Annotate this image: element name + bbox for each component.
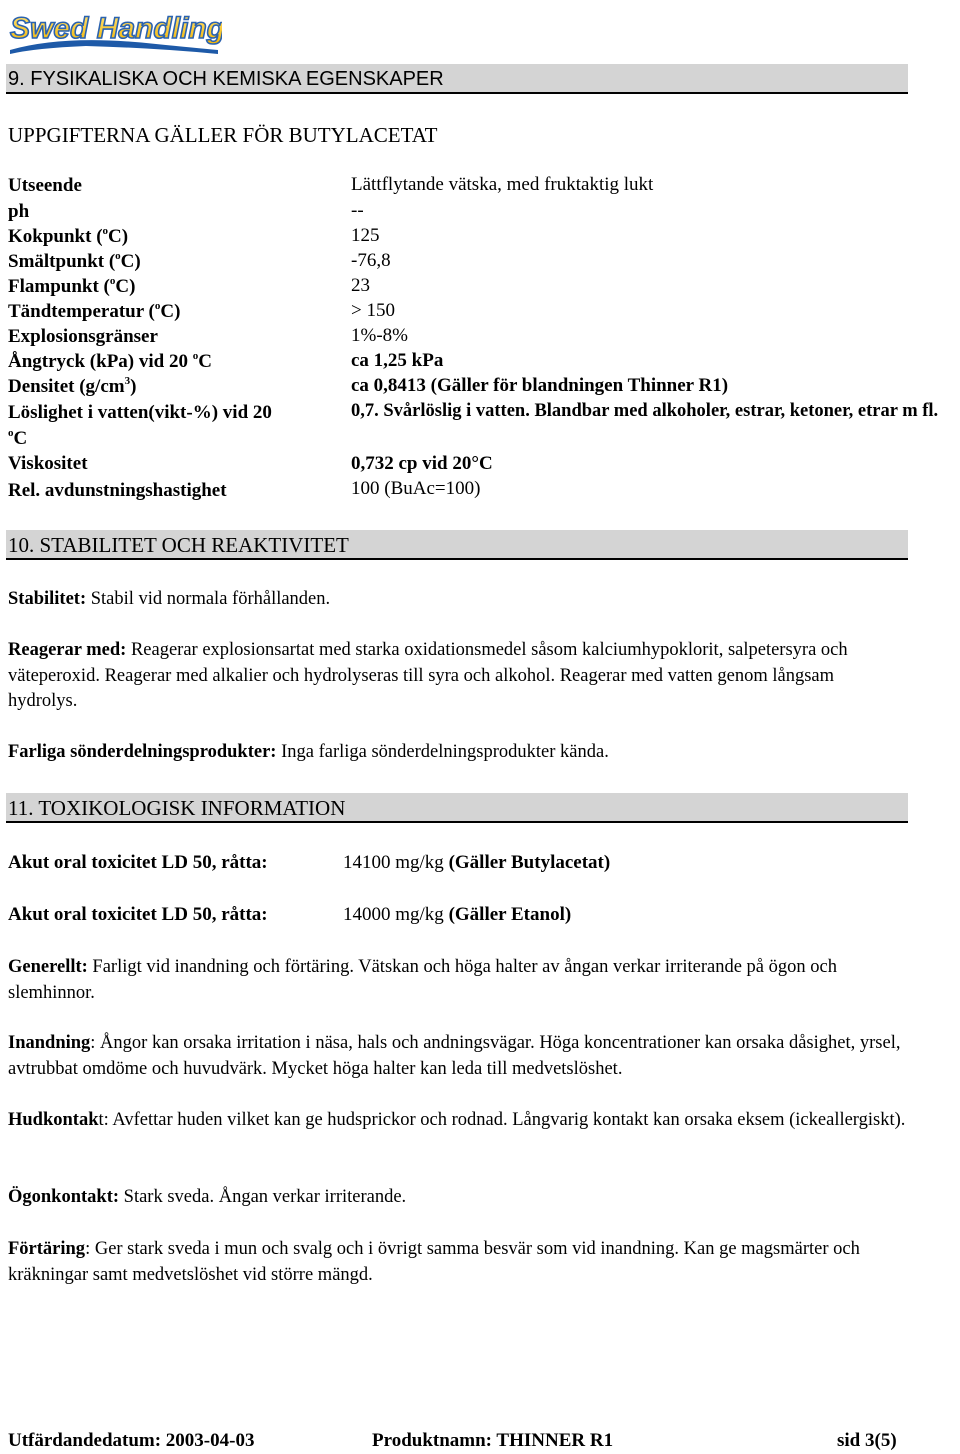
reacts-paragraph [8,638,908,715]
decomp-text: Inga farliga sönderdelningsprodukter kända. [281,742,609,762]
general-paragraph [8,955,908,1006]
decomp-paragraph [8,740,908,766]
tox-row-2-value: 14000 mg/kg (Gäller Etanol) [343,904,572,925]
section-10-title: 10. STABILITET OCH REAKTIVITET [8,533,349,557]
reacts-text: Reagerar explosionsartat med starka oxidationsmedel såsom kalciumhypoklorit, salpetersyra och väteperoxid. Reagerar med alkalier och hydrolyseras till syra och alkohol. Reagerar med vatten genom långsam hydrolys. [8,640,848,711]
company-logo [6,4,222,56]
svg-text:Swed Handling: Swed Handling [10,12,222,45]
prop-label-smaltpunkt: Smältpunkt ($^o$C) [8,250,141,272]
tox-row-1-value: 14100 mg/kg (Gäller Butylacetat) [343,852,611,873]
prop-label-ph: ph [8,201,30,222]
inhalation-paragraph [8,1031,908,1082]
skin-text: t: Avfettar huden vilket kan ge hudsprickor och rodnad. Långvarig kontakt kan orsaka eksem (ickeallergiskt). [98,1110,906,1130]
ingestion-text: : Ger stark sveda i mun och svalg och i övrigt samma besvär som vid inandning. Kan ge magsmärter och kräkningar samt medvetslöshet vid större mängd. [8,1239,860,1285]
prop-value-angtryck: ca 1,25 kPa [351,350,444,371]
prop-label-viskositet: Viskositet [8,453,88,474]
prop-label-loslighet: Löslighet i vatten(vikt-%) vid 20 [8,402,272,423]
section-11-title: 11. TOXIKOLOGISK INFORMATION [8,796,346,820]
prop-label-loslighet-unit: $^o$C [8,427,28,449]
footer-date: Utfärdandedatum: 2003-04-03 [8,1430,255,1451]
prop-value-smaltpunkt: -76,8 [351,250,391,271]
prop-value-flampunkt: 23 [351,275,370,296]
prop-label-explosionsgranser: Explosionsgränser [8,326,158,347]
prop-value-loslighet: 0,7. Svårlöslig i vatten. Blandbar med alkoholer, estrar, ketoner, etrar m fl. [351,401,939,421]
general-label: Generellt: [8,957,88,977]
stability-text: Stabil vid normala förhållanden. [90,589,331,609]
eye-paragraph [8,1185,908,1211]
tox-row-2-label: Akut oral toxicitet LD 50, råtta: [8,904,268,925]
prop-label-angtryck: Ångtryck (kPa) vid 20 $^o$C [8,350,212,372]
footer-product: Produktnamn: THINNER R1 [372,1430,614,1451]
skin-paragraph [8,1108,908,1134]
prop-value-tandtemperatur: > 150 [351,300,395,321]
prop-value-ph: -- [351,200,364,221]
prop-value-explosionsgranser: 1%-8% [351,325,408,346]
reacts-label: Reagerar med: [8,640,127,660]
skin-label: Hudkontak [8,1110,99,1130]
prop-value-viskositet: 0,732 cp vid 20°C [351,453,493,474]
general-text: Farligt vid inandning och förtäring. Vätskan och höga halter av ångan verkar irriterande på ögon och slemhinnor. [8,957,837,1003]
prop-label-kokpunkt: Kokpunkt ($^o$C) [8,225,129,247]
prop-value-kokpunkt: 125 [351,225,380,246]
prop-label-avdunstning: Rel. avdunstningshastighet [8,480,227,501]
ingestion-label: Förtäring [8,1239,86,1259]
eye-label: Ögonkontakt: [8,1187,120,1207]
section-9-subtitle: UPPGIFTERNA GÄLLER FÖR BUTYLACETAT [8,123,438,147]
ingestion-paragraph [8,1237,908,1288]
eye-text: Stark sveda. Ångan verkar irriterande. [123,1187,407,1207]
prop-label-densitet: Densitet $(g/cm^3)$ [8,375,137,397]
tox-row-1-label: Akut oral toxicitet LD 50, råtta: [8,852,268,873]
inhalation-label: Inandning [8,1033,91,1053]
prop-value-densitet: ca 0,8413 (Gäller för blandningen Thinner R1) [351,375,729,396]
prop-label-tandtemperatur: Tändtemperatur ($^o$C) [8,300,181,322]
inhalation-text: : Ångor kan orsaka irritation i näsa, hals och andningsvägar. Höga koncentrationer kan orsaka dåsighet, yrsel, avtrubbat omdöme och huvudvärk. Mycket höga halter kan leda till medvetslöshet. [8,1033,901,1079]
section-9-title: 9. FYSIKALISKA OCH KEMISKA EGENSKAPER [8,68,444,90]
decomp-label: Farliga sönderdelningsprodukter: [8,742,277,762]
swed-handling-logo-icon [6,4,222,56]
prop-value-avdunstning: 100 (BuAc=100) [351,478,481,499]
footer-page-number: sid 3(5) [837,1430,897,1451]
section-10-header [6,530,908,560]
prop-value-utseende: Lättflytande vätska, med fruktaktig lukt [351,174,654,195]
stability-paragraph [8,587,908,613]
section-9-header [6,64,908,94]
section-11-header [6,793,908,823]
prop-label-utseende: Utseende [8,175,82,196]
stability-label: Stabilitet: [8,589,87,609]
prop-label-flampunkt: Flampunkt ($^o$C) [8,275,136,297]
